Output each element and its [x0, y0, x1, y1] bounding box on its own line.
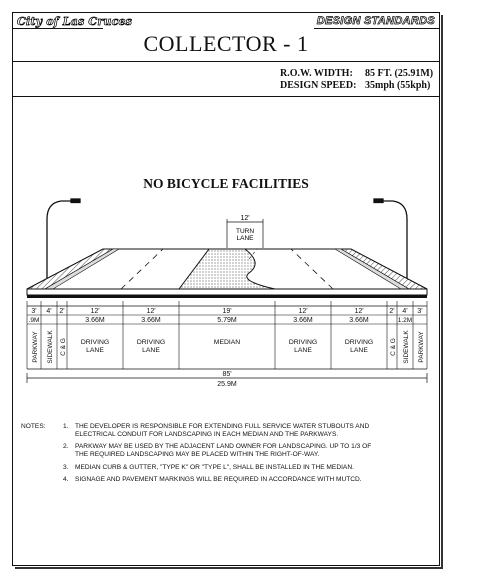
note-1 [63, 423, 435, 439]
section-title: NO BICYCLE FACILITIES [143, 176, 309, 191]
seg-label-sidewalk-right: SIDEWALK [403, 330, 410, 364]
city-underline [13, 28, 103, 29]
cross-section-diagram [13, 193, 441, 393]
seg-ft-0: 3' [31, 308, 37, 315]
seg-ft-1: 4' [46, 308, 52, 315]
seg-label-cg-right: C & G [390, 338, 397, 356]
roadway [27, 249, 427, 298]
notes-label: NOTES: [21, 423, 46, 430]
seg-label-3b: LANE [86, 347, 104, 354]
note-3 [63, 464, 435, 472]
seg-label-6b: LANE [294, 347, 312, 354]
total-m: 25.9M [217, 381, 237, 388]
seg-ft-5: 19' [222, 308, 232, 315]
seg-label-parkway-right: PARKWAY [418, 331, 425, 363]
title-divider [13, 61, 439, 62]
seg-m-7: 3.66M [349, 317, 369, 324]
design-standards-label: DESIGN STANDARDS [316, 15, 435, 27]
dimension-table [27, 301, 427, 388]
page-title: COLLECTOR - 1 [143, 31, 309, 56]
seg-label-3a: DRIVING [80, 339, 110, 346]
row-width-value: 85 FT. (25.91M) [365, 68, 434, 79]
note-3-num: 3. [63, 464, 69, 471]
note-4-num: 4. [63, 476, 69, 483]
turn-lane-label-2: LANE [236, 235, 254, 242]
seg-label-4a: DRIVING [136, 339, 166, 346]
design-standards-underline [314, 28, 439, 29]
seg-ft-8: 2' [389, 308, 395, 315]
seg-m-5: 5.79M [217, 317, 237, 324]
seg-ft-7: 12' [354, 308, 364, 315]
seg-ft-3: 12' [90, 308, 100, 315]
turn-lane-label-1: TURN [235, 228, 255, 235]
note-1-line-1: THE DEVELOPER IS RESPONSIBLE FOR EXTENDING FULL SERVICE WATER STUBOUTS AND [75, 423, 370, 430]
note-2 [63, 443, 435, 459]
seg-m-3: 3.66M [85, 317, 105, 324]
row-width-label: R.O.W. WIDTH: [280, 68, 353, 79]
turn-lane-callout [227, 215, 263, 248]
seg-m-9: 1.2M [397, 317, 413, 324]
spec-divider [13, 96, 439, 97]
seg-label-6a: DRIVING [288, 339, 318, 346]
turn-lane-dim: 12' [240, 215, 250, 222]
seg-m-6: 3.66M [293, 317, 313, 324]
seg-label-4b: LANE [142, 347, 160, 354]
note-2-line-1: PARKWAY MAY BE USED BY THE ADJACENT LAND OWNER FOR LANDSCAPING. UP TO 1/3 OF [75, 443, 372, 450]
seg-label-sidewalk-left: SIDEWALK [47, 330, 54, 364]
seg-ft-4: 12' [146, 308, 156, 315]
total-ft: 85' [222, 371, 232, 378]
drawing-sheet [12, 12, 440, 566]
note-1-line-2: ELECTRICAL CONDUIT FOR LANDSCAPING IN EACH MEDIAN AND THE PARKWAYS. [75, 431, 339, 439]
seg-label-7a: DRIVING [344, 339, 374, 346]
note-1-num: 1. [63, 423, 69, 430]
seg-label-cg-left: C & G [60, 338, 67, 356]
note-4 [63, 476, 435, 484]
seg-ft-10: 3' [417, 308, 423, 315]
seg-m-4: 3.66M [141, 317, 161, 324]
note-2-line-2: THE REQUIRED LANDSCAPING MAY BE PLACED WITHIN THE RIGHT-OF-WAY. [75, 451, 320, 459]
seg-label-median: MEDIAN [213, 339, 241, 346]
design-speed-label: DESIGN SPEED: [280, 80, 357, 91]
note-4-line-1: SIGNAGE AND PAVEMENT MARKINGS WILL BE REQUIRED IN ACCORDANCE WITH MUTCD. [75, 476, 362, 483]
design-speed-value: 35mph (55kph) [365, 80, 431, 91]
note-2-num: 2. [63, 443, 69, 450]
city-logo-text: City of Las Cruces [17, 15, 133, 28]
seg-m-0: .9M [28, 317, 40, 324]
note-3-line-1: MEDIAN CURB & GUTTER, "TYPE K" OR "TYPE L", SHALL BE INSTALLED IN THE MEDIAN. [75, 464, 354, 471]
seg-label-7b: LANE [350, 347, 368, 354]
seg-ft-9: 4' [402, 308, 408, 315]
seg-ft-6: 12' [298, 308, 308, 315]
seg-label-parkway-left: PARKWAY [32, 331, 39, 363]
seg-ft-2: 2' [59, 308, 65, 315]
